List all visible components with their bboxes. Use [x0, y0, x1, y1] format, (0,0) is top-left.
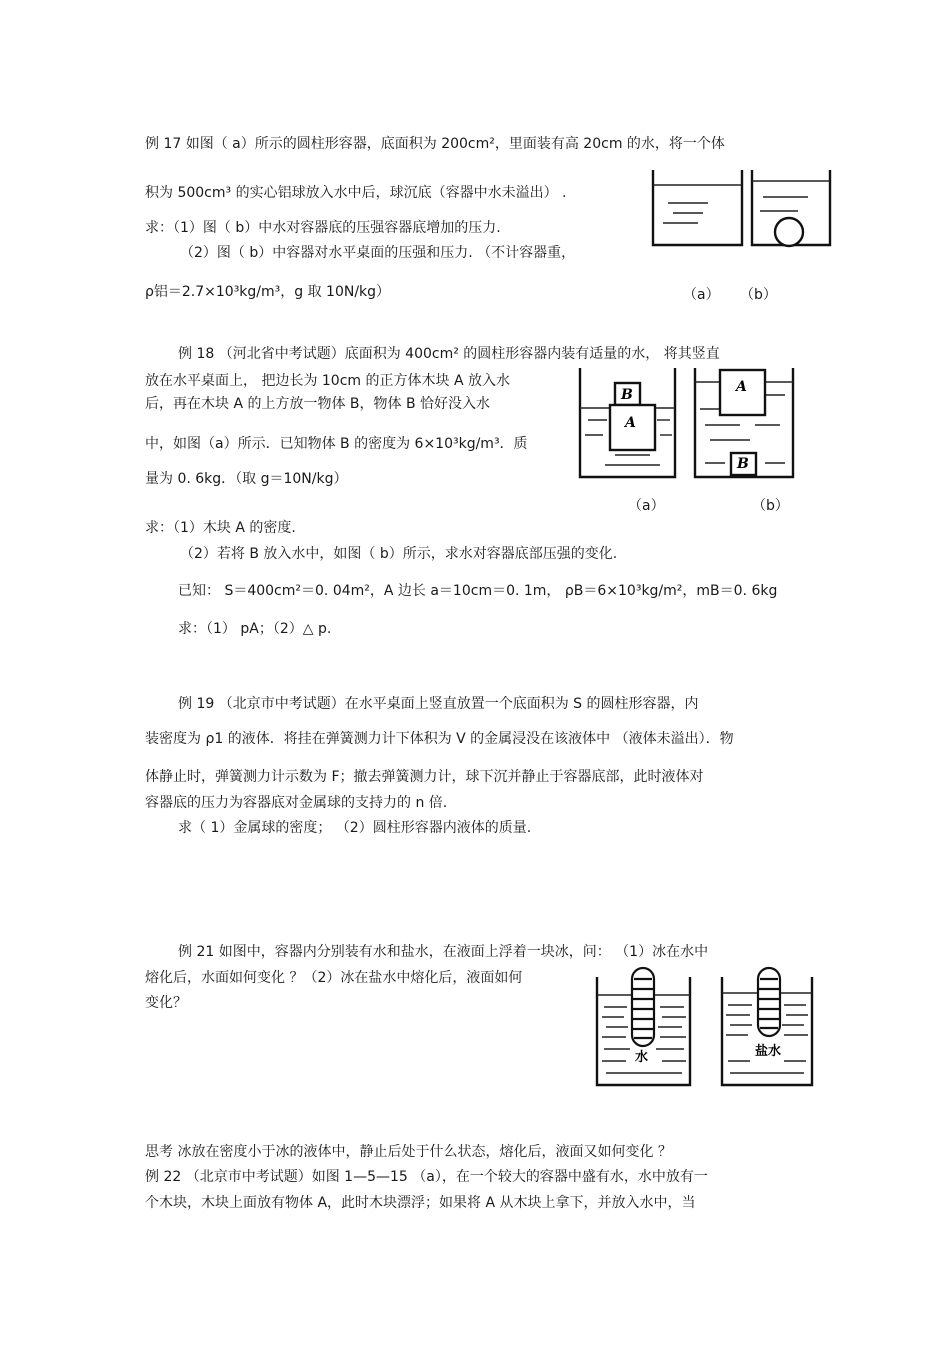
ex18-caption-b: （b）	[752, 498, 789, 514]
ex18-line-6: 求：（1）木块 A 的密度.	[145, 520, 296, 536]
ex21-line-3: 变化？	[145, 995, 187, 1011]
ex18-line-5: 量为 0. 6kg．（取 g＝10N/kg）	[145, 471, 348, 487]
ex21-line-1: 例 21 如图中，容器内分别装有水和盐水，在液面上浮着一块冰，问： （1）冰在水中	[178, 944, 709, 960]
ex18-line-9: 求：（1） pA；（2）△ p.	[178, 621, 332, 637]
container-a	[653, 170, 742, 245]
ex18-figure	[575, 365, 800, 483]
label-a: A	[625, 415, 636, 431]
ex19-line-1: 例 19 （北京市中考试题）在水平桌面上竖直放置一个底面积为 S 的圆柱形容器，内	[178, 696, 699, 712]
ex22-line-1: 例 22 （北京市中考试题）如图 1—5—15 （a），在一个较大的容器中盛有水，水中放有一	[145, 1169, 708, 1185]
ex17-caption-a: （a）	[683, 287, 720, 303]
ex21-line-2: 熔化后，水面如何变化 ？（2）冰在盐水中熔化后，液面如何	[145, 970, 523, 986]
ex17-line-1: 例 17 如图（ a）所示的圆柱形容器，底面积为 200cm²，里面装有高 20cm 的水，将一个体	[145, 136, 725, 152]
ex18-caption-a: （a）	[628, 498, 665, 514]
ex17-line-4: （2）图（ b）中容器对水平桌面的压强和压力. （不计容器重，	[180, 245, 576, 261]
think-line-1: 思考 冰放在密度小于冰的液体中，静止后处于什么状态，熔化后，液面又如何变化 ？	[145, 1144, 672, 1160]
ex17-line-2: 积为 500cm³ 的实心铝球放入水中后，球沉底（容器中水未溢出） .	[145, 185, 567, 201]
ex18-line-8: 已知： S＝400cm²＝0. 04m²，A 边长 a＝10cm＝0. 1m， ρB＝6×10³kg/m²，mB＝0. 6kg	[178, 583, 778, 599]
ex18-line-3: 后，再在木块 A 的上方放一物体 B，物体 B 恰好没入水	[145, 396, 491, 412]
ex22-line-2: 个木块，木块上面放有物体 A，此时木块漂浮；如果将 A 从木块上拿下，并放入水中，当	[145, 1195, 696, 1211]
ex19-line-4: 容器底的压力为容器底对金属球的支持力的 n 倍.	[145, 795, 448, 811]
ex18-line-1: 例 18 （河北省中考试题）底面积为 400cm² 的圆柱形容器内装有适量的水， 将其竖直	[178, 346, 720, 362]
ex17-line-5: ρ铝＝2.7×10³kg/m³，g 取 10N/kg）	[145, 284, 391, 300]
ex17-line-3: 求：（1）图（ b）中水对容器底的压强容器底增加的压力.	[145, 220, 501, 236]
label-water: 水	[635, 1050, 649, 1065]
label-b: B	[621, 387, 633, 403]
ex19-line-5: 求（ 1）金属球的密度； （2）圆柱形容器内液体的质量.	[178, 820, 532, 836]
label-brine: 盐水	[755, 1044, 782, 1059]
label-a-b: A	[736, 379, 747, 395]
ex17-figure	[648, 165, 833, 250]
ex18-line-7: （2）若将 B 放入水中，如图（ b）所示，求水对容器底部压强的变化.	[180, 546, 618, 562]
aluminum-ball	[775, 218, 803, 246]
ex21-figure	[592, 965, 817, 1090]
ex19-line-2: 装密度为 ρ1 的液体．将挂在弹簧测力计下体积为 V 的金属浸没在该液体中 （液体未溢出）．物	[145, 731, 734, 747]
ex17-caption-b: （b）	[740, 287, 777, 303]
ex18-line-4: 中，如图（a）所示．已知物体 B 的密度为 6×10³kg/m³．质	[145, 436, 528, 452]
label-b-b: B	[737, 456, 749, 472]
ex18-line-2: 放在水平桌面上， 把边长为 10cm 的正方体木块 A 放入水	[145, 373, 510, 389]
ex19-line-3: 体静止时，弹簧测力计示数为 F；撤去弹簧测力计，球下沉并静止于容器底部，此时液体对	[145, 769, 704, 785]
